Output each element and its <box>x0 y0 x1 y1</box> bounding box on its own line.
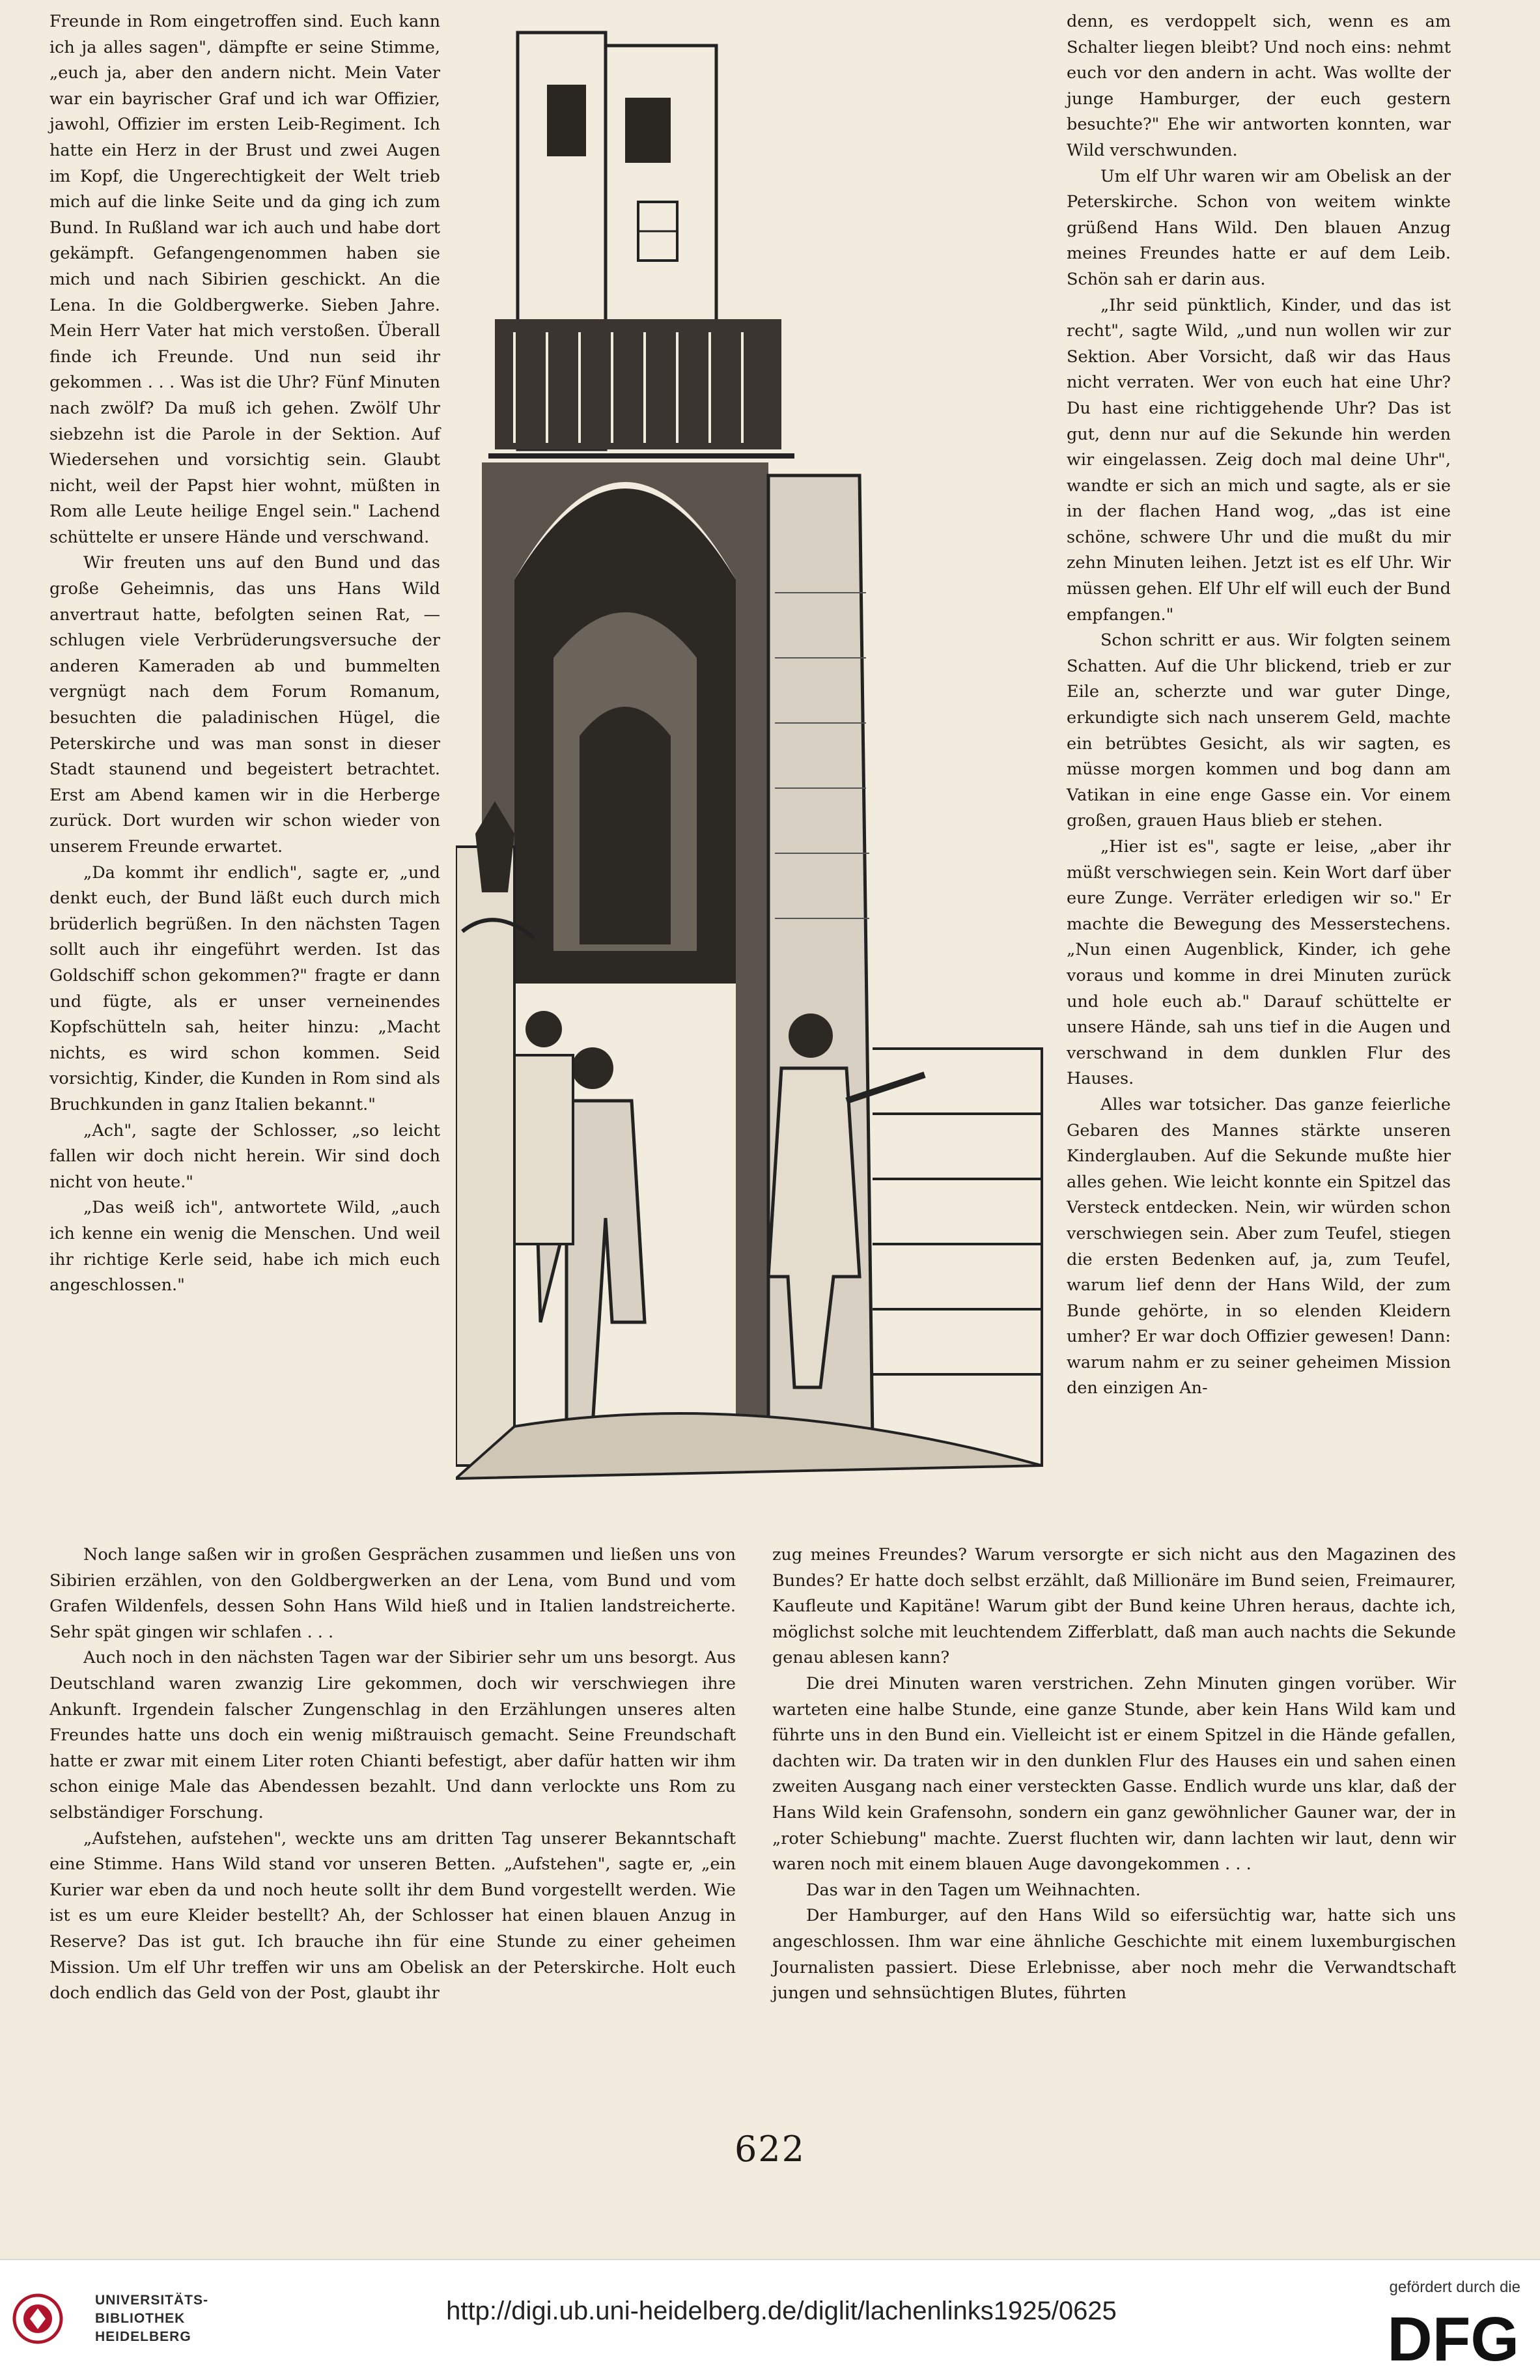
university-line3: HEIDELBERG <box>95 2329 191 2344</box>
page-number: 622 <box>734 2129 806 2170</box>
paragraph: Freunde in Rom eingetroffen sind. Euch kann ich ja alles sagen", dämpfte er seine Stimme, „euch ja, aber den andern nicht. Mein Vater war ein bayrischer Graf und ich war Offizier, jawohl, Offizier im ersten Leib-Regiment. Ich hatte ein Herz in der Brust und zwei Augen im Kopf, die Ungerechtigkeit der Welt trieb mich auf die linke Seite und da ging ich zum Bund. In Rußland war ich auch und habe dort gekämpft. Gefangengenommen haben sie mich und nach Sibirien geschickt. An die Lena. In die Goldbergwerke. Sieben Jahre. Mein Herr Vater hat mich verstoßen. Überall finde ich Freunde. Und nun seid ihr gekommen . . . Was ist die Uhr? Fünf Minuten nach zwölf? Da muß ich gehen. Zwölf Uhr siebzehn ist die Parole in der Sektion. Auf Wiedersehen und vorsichtig sein. Glaubt nicht, weil der Papst hier wohnt, müßten in Rom alle Leute heilige Engel sein." Lachend schüttelte er unsere Hände und verschwand. <box>49 12 440 547</box>
funding-text: gefördert durch die <box>1389 2278 1520 2296</box>
bottom-left-column <box>49 1542 736 2007</box>
paragraph: denn, es verdoppelt sich, wenn es am Schalter liegen bleibt? Und noch eins: nehmt euch vor den andern in acht. Was wollte der junge Hamburger, der euch gestern besuchte?" Ehe wir antworten konnten, war Wild verschwunden. <box>1067 12 1451 160</box>
right-column <box>1067 9 1451 1402</box>
paragraph: Die drei Minuten waren verstrichen. Zehn Minuten gingen vorüber. Wir warteten eine halbe Stunde, eine ganze Stunde, aber kein Hans Wild kam und führte uns in den Bund ein. Vielleicht ist er einem Spitzel in die Hände gefallen, dachten wir. Da traten wir in den dunklen Flur des Hauses ein und sahen einen zweiten Ausgang nach einer versteckten Gasse. Endlich wurde uns klar, daß der Hans Wild kein Grafensohn, sondern ein ganz gewöhnlicher Gauner war, der in „roter Schiebung" machte. Zuerst fluchten wir, dann lachten wir laut, denn wir waren noch mit einem blauen Auge davongekommen . . . <box>772 1673 1456 1875</box>
paragraph: „Ach", sagte der Schlosser, „so leicht fallen wir doch nicht herein. Wir sind doch nicht von heute." <box>49 1120 440 1192</box>
university-line1: UNIVERSITÄTS- <box>95 2293 209 2308</box>
paragraph: „Hier ist es", sagte er leise, „aber ihr müßt verschwiegen sein. Kein Wort darf über eure Zunge. Verräter erledigen wir so." Er machte die Bewegung des Messerstechens. „Nun einen Augenblick, Kinder, ich gehe voraus und komme in drei Minuten zurück und hole euch ab." Darauf schüttelte er unsere Hände, sah uns tief in die Augen und verschwand in dem dunklen Flur des Hauses. <box>1067 837 1451 1089</box>
university-name <box>95 2291 208 2346</box>
bottom-right-column <box>772 1542 1456 2007</box>
university-line2: BIBLIOTHEK <box>95 2311 186 2326</box>
paragraph: Um elf Uhr waren wir am Obelisk an der Peterskirche. Schon von weitem winkte grüßend Hans Wild. Den blauen Anzug meines Freundes hatte er auf dem Leib. Schön sah er darin aus. <box>1067 166 1451 289</box>
paragraph: Schon schritt er aus. Wir folgten seinem Schatten. Auf die Uhr blickend, trieb er zur Eile an, scherzte und war guter Dinge, erkundigte sich nach unserem Geld, machte ein betrübtes Gesicht, als wir sagten, es müsse morgen kommen und bog dann am Vatikan in eine enge Gasse ein. Vor einem großen, grauen Haus blieb er stehen. <box>1067 630 1451 831</box>
paragraph: Noch lange saßen wir in großen Gesprächen zusammen und ließen uns von Sibirien erzählen, von den Goldbergwerken an der Lena, vom Bund und vom Grafen Wildenfels, dessen Sohn Hans Wild hieß und in Italien landstreicherte. Sehr spät gingen wir schlafen . . . <box>49 1545 736 1642</box>
paragraph: „Aufstehen, aufstehen", weckte uns am dritten Tag unserer Bekanntschaft eine Stimme. Hans Wild stand vor unseren Betten. „Aufstehen", sagte er, „ein Kurier war eben da und noch heute sollt ihr dem Bund vorgestellt werden. Wie ist es um eure Kleider bestellt? Ah, der Schlosser hat einen blauen Anzug in Reserve? Das ist gut. Ich brauche ihn für eine Stunde zu einer geheimen Mission. Um elf Uhr treffen wir uns am Obelisk an der Peterskirche. Holt euch doch endlich das Geld von der Post, glaubt ihr <box>49 1828 736 2004</box>
paragraph: „Ihr seid pünktlich, Kinder, und das ist recht", sagte Wild, „und nun wollen wir zur Sektion. Aber Vorsicht, daß wir das Haus nicht verraten. Wer von euch hat eine Uhr? Du hast eine richtiggehende Uhr? Das ist gut, denn nur auf die Sekunde hin werden wir eingelassen. Zeig doch mal deine Uhr", wandte er sich an mich und sagte, als er sie in der flachen Hand wog, „das ist eine schöne, schwere Uhr und die mußt du mir zehn Minuten leihen. Jetzt ist es elf Uhr. Wir müssen gehen. Elf Uhr elf will euch der Bund empfangen." <box>1067 295 1451 625</box>
paragraph: „Da kommt ihr endlich", sagte er, „und denkt euch, der Bund läßt euch durch mich brüderlich begrüßen. In den nächsten Tagen sollt auch ihr eingeführt werden. Ist das Goldschiff schon gekommen?" fragte er dann und fügte, als er unser verneinendes Kopfschütteln sah, heiter hinzu: „Macht nichts, es wird schon kommen. Seid vorsichtig, Kinder, die Kunden in Rom sind als Bruchkunden in ganz Italien bekannt." <box>49 862 440 1114</box>
paragraph: Das war in den Tagen um Weihnachten. <box>806 1880 1141 1900</box>
paragraph: Der Hamburger, auf den Hans Wild so eifersüchtig war, hatte sich uns angeschlossen. Ihm war eine ähnliche Geschichte mit einem luxemburgischen Journalisten passiert. Diese Erlebnisse, aber noch mehr die Verwandtschaft jungen und sehnsüchtigen Blutes, führten <box>772 1906 1456 2004</box>
paragraph: zug meines Freundes? Warum versorgte er sich nicht aus den Magazinen des Bundes? Er hatte doch selbst erzählt, daß Millionäre im Bund seien, Freimaurer, Kaufleute und Kapitäne! Warum gibt der Bund keine Uhren heraus, dachte ich, möglichst solche mit leuchtendem Zifferblatt, daß man auch nachts die Sekunde genau ablesen kann? <box>772 1545 1456 1668</box>
paragraph: „Das weiß ich", antwortete Wild, „auch ich kenne ein wenig die Menschen. Und weil ihr richtige Kerle seid, habe ich mich euch angeschlossen." <box>49 1198 440 1296</box>
paragraph: Alles war totsicher. Das ganze feierliche Gebaren des Mannes stärkte unseren Kinderglauben. Auf die Sekunde mußte hier alles gehen. Wie leicht konnte ein Spitzel das Versteck entdecken. Nein, wir würden schon verschwiegen sein. Aber zum Teufel, stiegen die ersten Bedenken auf, ja, zum Teufel, warum lief denn der Hans Wild, der zum Bunde gehörte, in so elenden Kleidern umher? Er war doch Offizier gewesen! Dann: warum nahm er zu seiner geheimen Mission den einzigen An- <box>1067 1094 1451 1398</box>
dfg-logo-text: DFG <box>1387 2304 1519 2368</box>
paragraph: Wir freuten uns auf den Bund und das große Geheimnis, das uns Hans Wild anvertraut hatte, befolgten seinen Rat, — schlugen viele Verbrüderungsversuche der anderen Kameraden ab und bummelten vergnügt nach dem Forum Romanum, besuchten die paladinischen Hügel, die Peterskirche und was man sonst in dieser Stadt staunend und begeistert betrachtet. Erst am Abend kamen wir in die Herberge zurück. Dort wurden wir schon wieder von unserem Freunde erwartet. <box>49 553 440 857</box>
left-column <box>49 9 440 1299</box>
source-url-link[interactable]: http://digi.ub.uni-heidelberg.de/diglit/lachenlinks1925/0625 <box>446 2297 1117 2325</box>
university-seal-icon <box>12 2293 89 2345</box>
dfg-logo-icon <box>1365 2303 1522 2368</box>
street-illustration <box>456 7 1055 1531</box>
paragraph: Auch noch in den nächsten Tagen war der Sibirier sehr um uns besorgt. Aus Deutschland waren zwanzig Lire gekommen, doch wir verschwiegen ihre Ankunft. Irgendein falscher Zungenschlag in den Erzählungen unseres alten Freundes hatte uns doch ein wenig mißtrauisch gemacht. Seine Freundschaft hatte er zwar mit einem Liter roten Chianti befestigt, aber dafür hatten wir ihm schon einige Male das Abendessen bezahlt. Und dann verlockte uns Rom zu selbständiger Forschung. <box>49 1648 736 1822</box>
footer-bar <box>0 2259 1540 2380</box>
